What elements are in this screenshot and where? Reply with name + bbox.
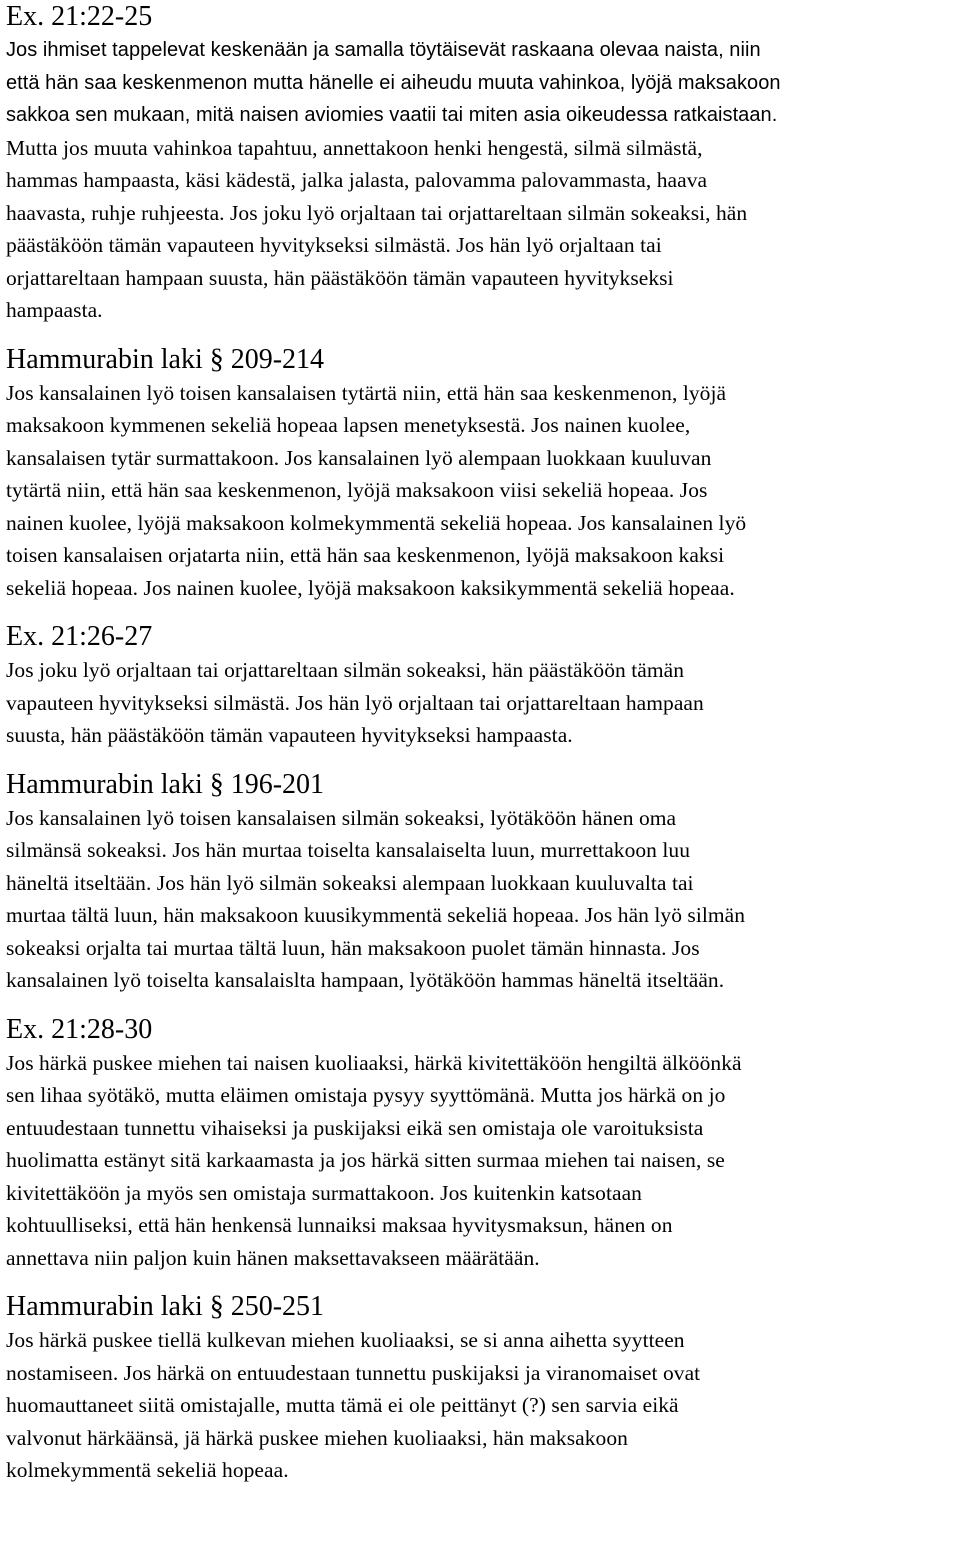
text-line: häneltä itseltään. Jos hän lyö silmän sokeaksi alempaan luokkaan kuuluvalta tai bbox=[6, 870, 694, 895]
text-line: kohtuulliseksi, että hän henkensä lunnaiksi maksaa hyvitysmaksun, hänen on bbox=[6, 1213, 673, 1237]
text-line: vapauteen hyvitykseksi silmästä. Jos hän lyö orjaltaan tai orjattareltaan hampaan bbox=[6, 690, 704, 715]
section-hammurabi-209-214 bbox=[6, 343, 956, 605]
section-heading: Ex. 21:26-27 bbox=[6, 621, 153, 652]
text-line: huolimatta estänyt sitä karkaamasta ja jos härkä sitten surmaa miehen tai naisen, se bbox=[6, 1148, 725, 1172]
text-line: maksakoon kymmenen sekeliä hopeaa lapsen menetyksestä. Jos nainen kuolee, bbox=[6, 413, 691, 437]
document bbox=[6, 0, 956, 1487]
section-ex-21-28-30 bbox=[6, 1013, 956, 1275]
text-line: entuudestaan tunnettu vihaiseksi ja puskijaksi eikä sen omistaja ole varoituksista bbox=[6, 1115, 704, 1140]
section-body bbox=[6, 377, 956, 605]
text-line: että hän saa keskenmenon mutta hänelle ei aiheudu muuta vahinkoa, lyöjä maksakoon bbox=[6, 71, 781, 94]
text-line: kansalaisen tytär surmattakoon. Jos kansalainen lyö alempaan luokkaan kuuluvan bbox=[6, 445, 712, 470]
text-line: orjattareltaan hampaan suusta, hän päästäköön tämän vapauteen hyvitykseksi bbox=[6, 265, 674, 290]
text-line: kivitettäköön ja myös sen omistaja surmattakoon. Jos kuitenkin katsotaan bbox=[6, 1180, 642, 1205]
section-spacer bbox=[6, 327, 956, 343]
text-line: sakkoa sen mukaan, mitä naisen aviomies vaatii tai miten asia oikeudessa ratkaistaan. bbox=[6, 104, 778, 126]
text-line: huomauttaneet siitä omistajalle, mutta tämä ei ole peittänyt (?) sen sarvia eikä bbox=[6, 1393, 679, 1417]
text-line: sokeaksi orjalta tai murtaa tältä luun, hän maksakoon puolet tämän hinnasta. Jos bbox=[6, 935, 700, 960]
text-line: Jos kansalainen lyö toisen kansalaisen silmän sokeaksi, lyötäköön hänen oma bbox=[6, 805, 677, 830]
text-line: Mutta jos muuta vahinkoa tapahtuu, annettakoon henki hengestä, silmä silmästä, bbox=[6, 135, 703, 160]
section-body bbox=[6, 132, 956, 327]
section-ex-21-22-25 bbox=[6, 0, 956, 327]
text-line: silmänsä sokeaksi. Jos hän murtaa toiselta kansalaiselta luun, murrettakoon luu bbox=[6, 838, 691, 862]
text-line: Jos ihmiset tappelevat keskenään ja samalla töytäisevät raskaana olevaa naista, niin bbox=[6, 39, 761, 61]
text-line: tytärtä niin, että hän saa keskenmenon, lyöjä maksakoon viisi sekeliä hopeaa. Jos bbox=[6, 478, 708, 502]
section-heading: Hammurabin laki § 209-214 bbox=[6, 343, 325, 375]
text-line: valvonut härkäänsä, jä härkä puskee miehen kuoliaaksi, hän maksakoon bbox=[6, 1425, 628, 1450]
section-hammurabi-196-201 bbox=[6, 768, 956, 997]
section-spacer bbox=[6, 752, 956, 768]
text-line: suusta, hän päästäköön tämän vapauteen hyvitykseksi hampaasta. bbox=[6, 723, 573, 747]
text-line: Jos kansalainen lyö toisen kansalaisen tytärtä niin, että hän saa keskenmenon, lyöjä bbox=[6, 380, 727, 405]
section-body-sans bbox=[6, 34, 956, 132]
section-heading: Ex. 21:28-30 bbox=[6, 1013, 153, 1045]
text-line: kansalainen lyö toiselta kansalaislta hampaan, lyötäköön hammas häneltä itseltään. bbox=[6, 968, 725, 992]
text-line: kolmekymmentä sekeliä hopeaa. bbox=[6, 1458, 289, 1482]
section-spacer bbox=[6, 997, 956, 1013]
text-line: sen lihaa syötäkö, mutta eläimen omistaja pysyy syyttömänä. Mutta jos härkä on jo bbox=[6, 1083, 726, 1107]
text-line: Jos härkä puskee tiellä kulkevan miehen kuoliaaksi, se si anna aihetta syytteen bbox=[6, 1328, 685, 1352]
section-body bbox=[6, 1047, 956, 1275]
section-body bbox=[6, 802, 956, 997]
text-line: hampaasta. bbox=[6, 298, 103, 322]
text-line: nostamiseen. Jos härkä on entuudestaan tunnettu puskijaksi ja viranomaiset ovat bbox=[6, 1360, 701, 1385]
text-line: annettava niin paljon kuin hänen maksettavakseen määrätään. bbox=[6, 1245, 540, 1270]
text-line: hammas hampaasta, käsi kädestä, jalka jalasta, palovamma palovammasta, haava bbox=[6, 168, 708, 192]
section-spacer bbox=[6, 1274, 956, 1290]
text-line: haavasta, ruhje ruhjeesta. Jos joku lyö orjaltaan tai orjattareltaan silmän sokeaksi, hän bbox=[6, 200, 748, 225]
section-heading: Ex. 21:22-25 bbox=[6, 1, 153, 32]
section-ex-21-26-27 bbox=[6, 620, 956, 752]
text-line: murtaa tältä luun, hän maksakoon kuusikymmentä sekeliä hopeaa. Jos hän lyö silmän bbox=[6, 903, 746, 927]
text-line: päästäköön tämän vapauteen hyvitykseksi silmästä. Jos hän lyö orjaltaan tai bbox=[6, 233, 662, 257]
section-body bbox=[6, 1324, 956, 1487]
section-body bbox=[6, 654, 956, 752]
section-heading: Hammurabin laki § 196-201 bbox=[6, 768, 325, 800]
text-line: Jos härkä puskee miehen tai naisen kuoliaaksi, härkä kivitettäköön hengiltä älköönkä bbox=[6, 1050, 742, 1075]
text-line: nainen kuolee, lyöjä maksakoon kolmekymmentä sekeliä hopeaa. Jos kansalainen lyö bbox=[6, 510, 747, 535]
section-hammurabi-250-251 bbox=[6, 1290, 956, 1487]
text-line: toisen kansalaisen orjatarta niin, että hän saa keskenmenon, lyöjä maksakoon kaksi bbox=[6, 543, 725, 567]
section-heading: Hammurabin laki § 250-251 bbox=[6, 1291, 325, 1322]
text-line: Jos joku lyö orjaltaan tai orjattareltaan silmän sokeaksi, hän päästäköön tämän bbox=[6, 658, 685, 682]
text-line: sekeliä hopeaa. Jos nainen kuolee, lyöjä maksakoon kaksikymmentä sekeliä hopeaa. bbox=[6, 575, 735, 600]
section-spacer bbox=[6, 604, 956, 620]
